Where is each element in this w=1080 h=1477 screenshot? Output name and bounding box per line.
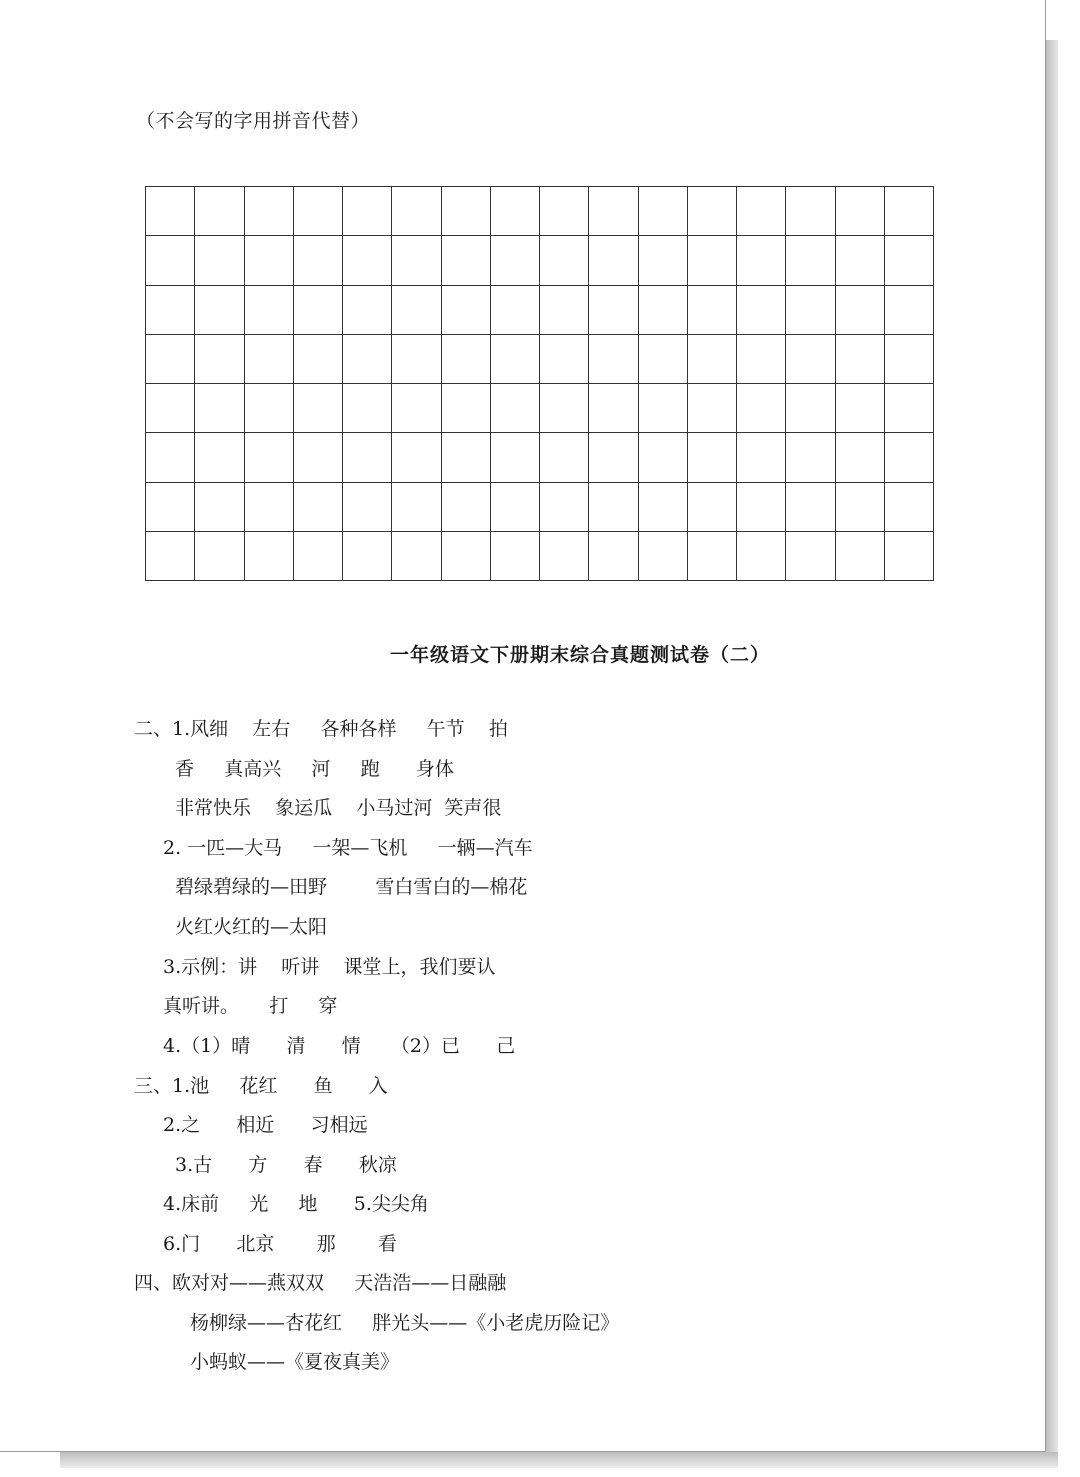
grid-cell [639,286,688,335]
grid-cell [639,384,688,433]
grid-cell [737,384,786,433]
exam-title: 一年级语文下册期末综合真题测试卷（二） [390,644,771,666]
grid-cell [195,187,244,236]
grid-cell [688,286,737,335]
grid-cell [639,335,688,384]
grid-cell [442,236,491,285]
grid-cell [294,236,343,285]
grid-cell [343,187,392,236]
grid-cell [245,286,294,335]
writing-grid [145,186,934,581]
grid-cell [343,433,392,482]
grid-cell [639,483,688,532]
grid-cell [442,532,491,581]
grid-cell [392,483,441,532]
grid-cell [195,532,244,581]
grid-cell [836,286,885,335]
grid-cell [146,483,195,532]
grid-cell [688,532,737,581]
grid-cell [688,335,737,384]
grid-cell [294,335,343,384]
answer-line: 杨柳绿——杏花红 胖光头——《小老虎历险记》 [190,1312,620,1334]
grid-cell [491,335,540,384]
grid-cell [491,433,540,482]
grid-cell [836,187,885,236]
grid-cell [343,236,392,285]
grid-cell [392,236,441,285]
grid-cell [737,236,786,285]
grid-cell [392,384,441,433]
grid-cell [146,433,195,482]
grid-cell [392,286,441,335]
grid-cell [245,187,294,236]
grid-cell [786,483,835,532]
grid-cell [836,483,885,532]
grid-cell [836,433,885,482]
grid-cell [491,483,540,532]
answer-line: 二、1.风细 左右 各种各样 午节 拍 [134,718,508,740]
grid-cell [294,532,343,581]
grid-cell [245,236,294,285]
grid-cell [639,187,688,236]
grid-cell [540,433,589,482]
answer-line: 四、欧对对——燕双双 天浩浩——日融融 [134,1272,507,1294]
grid-cell [146,335,195,384]
answer-line: 火红火红的—太阳 [175,916,328,938]
answer-line: 6.门 北京 那 看 [163,1233,397,1255]
grid-cell [442,384,491,433]
grid-cell [491,187,540,236]
grid-cell [195,335,244,384]
grid-cell [786,236,835,285]
grid-cell [442,483,491,532]
page-shadow-right [1046,40,1058,1454]
grid-cell [836,384,885,433]
grid-cell [540,236,589,285]
answer-line: 真听讲。 打 穿 [163,995,338,1017]
grid-cell [589,187,638,236]
grid-cell [294,483,343,532]
grid-cell [737,335,786,384]
grid-cell [343,532,392,581]
grid-cell [540,335,589,384]
writing-note: （不会写的字用拼音代替） [136,110,371,132]
grid-cell [146,236,195,285]
grid-cell [639,532,688,581]
grid-cell [688,384,737,433]
grid-cell [195,384,244,433]
grid-cell [245,335,294,384]
grid-cell [737,187,786,236]
grid-cell [442,335,491,384]
answer-line: 4.床前 光 地 5.尖尖角 [163,1193,429,1215]
grid-cell [589,335,638,384]
grid-cell [589,433,638,482]
grid-cell [589,483,638,532]
grid-cell [885,483,934,532]
grid-cell [146,532,195,581]
grid-cell [885,532,934,581]
answer-line: 4.（1）晴 清 情 （2）已 己 [163,1035,516,1057]
grid-cell [639,433,688,482]
grid-cell [392,433,441,482]
grid-cell [491,384,540,433]
grid-cell [343,384,392,433]
grid-cell [343,286,392,335]
grid-cell [146,187,195,236]
grid-cell [786,532,835,581]
grid-cell [442,433,491,482]
grid-cell [540,384,589,433]
grid-cell [688,483,737,532]
grid-cell [146,384,195,433]
grid-cell [786,384,835,433]
grid-cell [885,433,934,482]
grid-cell [392,532,441,581]
grid-cell [540,187,589,236]
grid-cell [195,286,244,335]
grid-cell [540,532,589,581]
grid-cell [639,236,688,285]
grid-cell [245,433,294,482]
grid-cell [836,532,885,581]
grid-cell [294,286,343,335]
grid-cell [245,483,294,532]
grid-cell [737,433,786,482]
grid-cell [885,236,934,285]
answer-line: 2.之 相近 习相远 [163,1114,368,1136]
answer-line: 三、1.池 花红 鱼 入 [134,1075,388,1097]
grid-cell [343,335,392,384]
grid-cell [343,483,392,532]
grid-cell [392,335,441,384]
grid-cell [737,483,786,532]
grid-cell [195,236,244,285]
grid-cell [540,286,589,335]
grid-cell [589,286,638,335]
grid-cell [491,286,540,335]
answer-line: 3.古 方 春 秋凉 [175,1154,397,1176]
grid-cell [885,286,934,335]
grid-cell [491,236,540,285]
answer-line: 非常快乐 象运瓜 小马过河 笑声很 [175,797,502,819]
grid-cell [836,335,885,384]
grid-cell [737,532,786,581]
grid-cell [245,532,294,581]
page-shadow-bottom [60,1452,1058,1468]
grid-cell [885,335,934,384]
answer-line: 3.示例：讲 听讲 课堂上，我们要认 [163,956,496,978]
grid-cell [392,187,441,236]
grid-cell [737,286,786,335]
grid-cell [589,384,638,433]
grid-cell [589,236,638,285]
grid-cell [885,384,934,433]
answer-line: 香 真高兴 河 跑 身体 [175,758,454,780]
grid-cell [491,532,540,581]
grid-cell [442,187,491,236]
grid-cell [294,384,343,433]
grid-cell [195,483,244,532]
grid-cell [836,236,885,285]
grid-cell [688,433,737,482]
grid-cell [294,433,343,482]
grid-cell [540,483,589,532]
grid-cell [786,433,835,482]
grid-cell [146,286,195,335]
grid-cell [688,187,737,236]
answer-line: 2. 一匹—大马 一架—飞机 一辆—汽车 [163,837,533,859]
answer-line: 小蚂蚁——《夏夜真美》 [190,1351,400,1373]
grid-cell [688,236,737,285]
grid-cell [195,433,244,482]
answer-line: 碧绿碧绿的—田野 雪白雪白的—棉花 [175,876,528,898]
grid-cell [442,286,491,335]
grid-cell [294,187,343,236]
grid-cell [786,187,835,236]
grid-cell [589,532,638,581]
grid-cell [786,286,835,335]
grid-cell [786,335,835,384]
grid-cell [245,384,294,433]
grid-cell [885,187,934,236]
